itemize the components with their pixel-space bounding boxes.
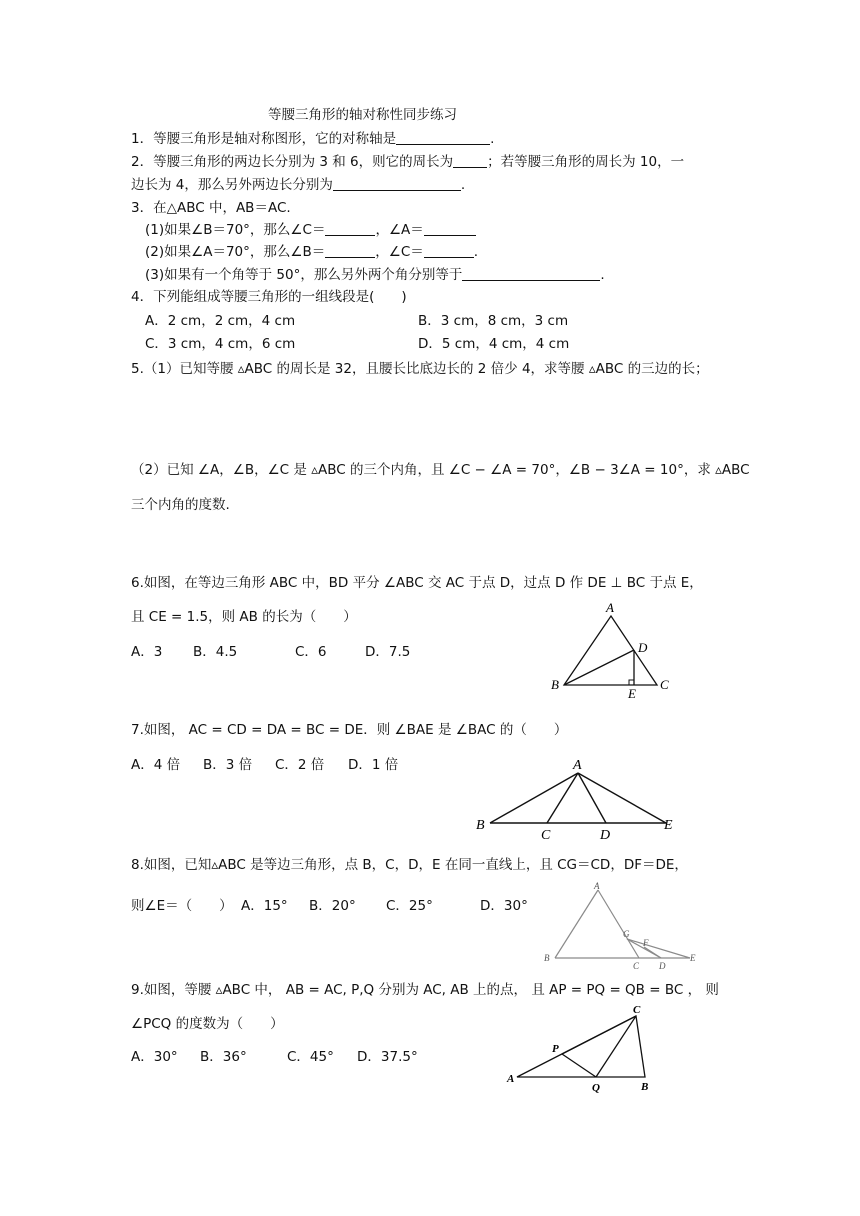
q4-option-c[interactable]: C．3 cm，4 cm，6 cm: [145, 336, 296, 352]
page-title: 等腰三角形的轴对称性同步练习: [268, 107, 457, 123]
q3-s2-end: .: [473, 244, 479, 260]
q4-option-b[interactable]: B．3 cm，8 cm，3 cm: [418, 313, 569, 329]
q7-line-1: 7.如图， AC = CD = DA = BC = DE．则 ∠BAE 是 ∠BAC 的（ ）: [131, 722, 568, 738]
q3-s2-blank-b[interactable]: [325, 243, 375, 258]
q8-option-c[interactable]: C．25°: [386, 898, 433, 914]
q2-text-c: 边长为 4，那么另外两边长分别为: [131, 177, 333, 193]
q6-right-angle-mark: [629, 680, 634, 685]
q4-stem: 4．下列能组成等腰三角形的一组线段是( ): [131, 289, 407, 305]
q9-line-1: 9.如图，等腰 ▵ABC 中， AB = AC, P,Q 分别为 AC, AB 上的点， 且 AP = PQ = QB = BC ， 则: [131, 982, 719, 998]
q7-figure: [470, 755, 690, 845]
q3-s3-text: (3)如果有一个角等于 50°，那么另外两个角分别等于: [145, 267, 463, 283]
q9-segment-qc: [596, 1016, 636, 1077]
q8-label-a: A: [594, 881, 600, 891]
q8-segment-ab: [555, 890, 598, 958]
q3-s1-text-a: (1)如果∠B＝70°，那么∠C＝: [145, 222, 326, 238]
q7-option-b[interactable]: B．3 倍: [203, 757, 253, 773]
q3-s2-blank-c[interactable]: [424, 243, 474, 258]
q8-label-d: D: [659, 961, 666, 971]
q7-option-c[interactable]: C．2 倍: [275, 757, 325, 773]
q7-label-c: C: [541, 828, 551, 843]
q8-option-b[interactable]: B．20°: [309, 898, 356, 914]
q7-label-b: B: [476, 818, 485, 833]
q9-option-c[interactable]: C．45°: [287, 1049, 334, 1065]
q8-segment-ac: [598, 890, 639, 958]
q9-option-a[interactable]: A．30°: [131, 1049, 178, 1065]
q9-figure: [500, 1000, 665, 1095]
q2-text-a: 2．等腰三角形的两边长分别为 3 和 6，则它的周长为: [131, 154, 454, 170]
q6-option-b[interactable]: B．4.5: [193, 644, 238, 660]
q3-s2-text-b: ，∠C＝: [375, 244, 424, 260]
q1-end: .: [490, 131, 495, 147]
q3-sub-2: [145, 243, 478, 261]
q6-figure: [540, 600, 690, 700]
q8-line-2: [131, 897, 233, 915]
q6-line-2: 且 CE = 1.5，则 AB 的长为（ ）: [131, 609, 357, 625]
q3-stem: 3．在△ABC 中，AB＝AC.: [131, 200, 291, 216]
q4-option-a[interactable]: A．2 cm，2 cm，4 cm: [145, 313, 296, 329]
q8-label-f: F: [643, 938, 649, 948]
q3-s3-blank[interactable]: [462, 266, 600, 281]
q7-option-d[interactable]: D．1 倍: [348, 757, 399, 773]
q9-label-p: P: [552, 1043, 559, 1055]
q3-sub-3: [145, 266, 605, 284]
q2-end: .: [460, 177, 466, 193]
q7-option-a[interactable]: A．4 倍: [131, 757, 181, 773]
q1-text: 1．等腰三角形是轴对称图形，它的对称轴是: [131, 131, 397, 147]
q9-segment-pc: [562, 1016, 636, 1054]
q6-option-c[interactable]: C．6: [295, 644, 327, 660]
q7-label-d: D: [600, 828, 611, 843]
q9-segment-pq: [562, 1054, 596, 1077]
q7-label-a: A: [573, 758, 582, 773]
q3-s2-text-a: (2)如果∠A＝70°，那么∠B＝: [145, 244, 326, 260]
q3-s1-blank-c[interactable]: [325, 221, 375, 236]
q8-figure: [540, 880, 705, 972]
question-2: [131, 153, 684, 171]
q9-line-2: ∠PCQ 的度数为（ ）: [131, 1016, 284, 1032]
q7-label-e: E: [664, 818, 673, 833]
q9-label-q: Q: [592, 1082, 600, 1094]
q8-line-1: 8.如图，已知▵ABC 是等边三角形，点 B，C，D，E 在同一直线上，且 CG＝CD，DF＝DE，: [131, 857, 688, 873]
q9-label-a: A: [507, 1073, 515, 1085]
q8-segment-ge: [627, 939, 690, 958]
q7-segment-ac: [547, 773, 578, 823]
question-1: [131, 130, 494, 148]
q3-s1-text-b: ，∠A＝: [375, 222, 424, 238]
q6-label-e: E: [628, 686, 636, 701]
q6-segment-bd: [564, 650, 634, 685]
q7-segment-ab: [490, 773, 578, 823]
q5-part-2: （2）已知 ∠A，∠B，∠C 是 ▵ABC 的三个内角，且 ∠C − ∠A = 70°，∠B − 3∠A = 10°，求 ▵ABC: [131, 462, 750, 478]
q8-label-g: G: [623, 929, 630, 939]
q2-text-b: ；若等腰三角形的周长为 10，一: [487, 154, 685, 170]
q5-part-2-cont: 三个内角的度数.: [131, 497, 230, 513]
q9-triangle-abc: [517, 1016, 645, 1077]
q2-answer-blank-1[interactable]: [453, 153, 487, 168]
q1-answer-blank[interactable]: [396, 130, 490, 145]
q8-label-b: B: [544, 953, 550, 963]
q8-option-d[interactable]: D．30°: [480, 898, 528, 914]
q3-s1-blank-a[interactable]: [424, 221, 476, 236]
q6-label-c: C: [660, 677, 669, 692]
q6-label-a: A: [606, 600, 614, 615]
q6-option-d[interactable]: D．7.5: [365, 644, 411, 660]
question-2-line2: [131, 176, 465, 194]
q5-part-1: 5.（1）已知等腰 ▵ABC 的周长是 32，且腰长比底边长的 2 倍少 4，求等腰 ▵ABC 的三边的长；: [131, 361, 709, 377]
q6-line-1: 6.如图，在等边三角形 ABC 中，BD 平分 ∠ABC 交 AC 于点 D，过点 D 作 DE ⊥ BC 于点 E，: [131, 575, 703, 591]
q9-option-d[interactable]: D．37.5°: [357, 1049, 418, 1065]
q8-label-c: C: [633, 961, 640, 971]
q8-option-a[interactable]: A．15°: [241, 898, 288, 914]
q9-option-b[interactable]: B．36°: [200, 1049, 247, 1065]
q8-stem-end: 则∠E＝（ ）: [131, 898, 233, 914]
q4-option-d[interactable]: D．5 cm，4 cm，4 cm: [418, 336, 570, 352]
q6-option-a[interactable]: A．3: [131, 644, 163, 660]
q6-label-d: D: [638, 640, 648, 655]
q3-sub-1: [145, 221, 476, 239]
q9-label-c: C: [633, 1004, 641, 1016]
q9-label-b: B: [641, 1081, 649, 1093]
q6-label-b: B: [551, 677, 559, 692]
q2-answer-blank-2[interactable]: [333, 176, 461, 191]
q8-label-e: E: [690, 953, 696, 963]
q3-s3-end: .: [600, 267, 605, 283]
